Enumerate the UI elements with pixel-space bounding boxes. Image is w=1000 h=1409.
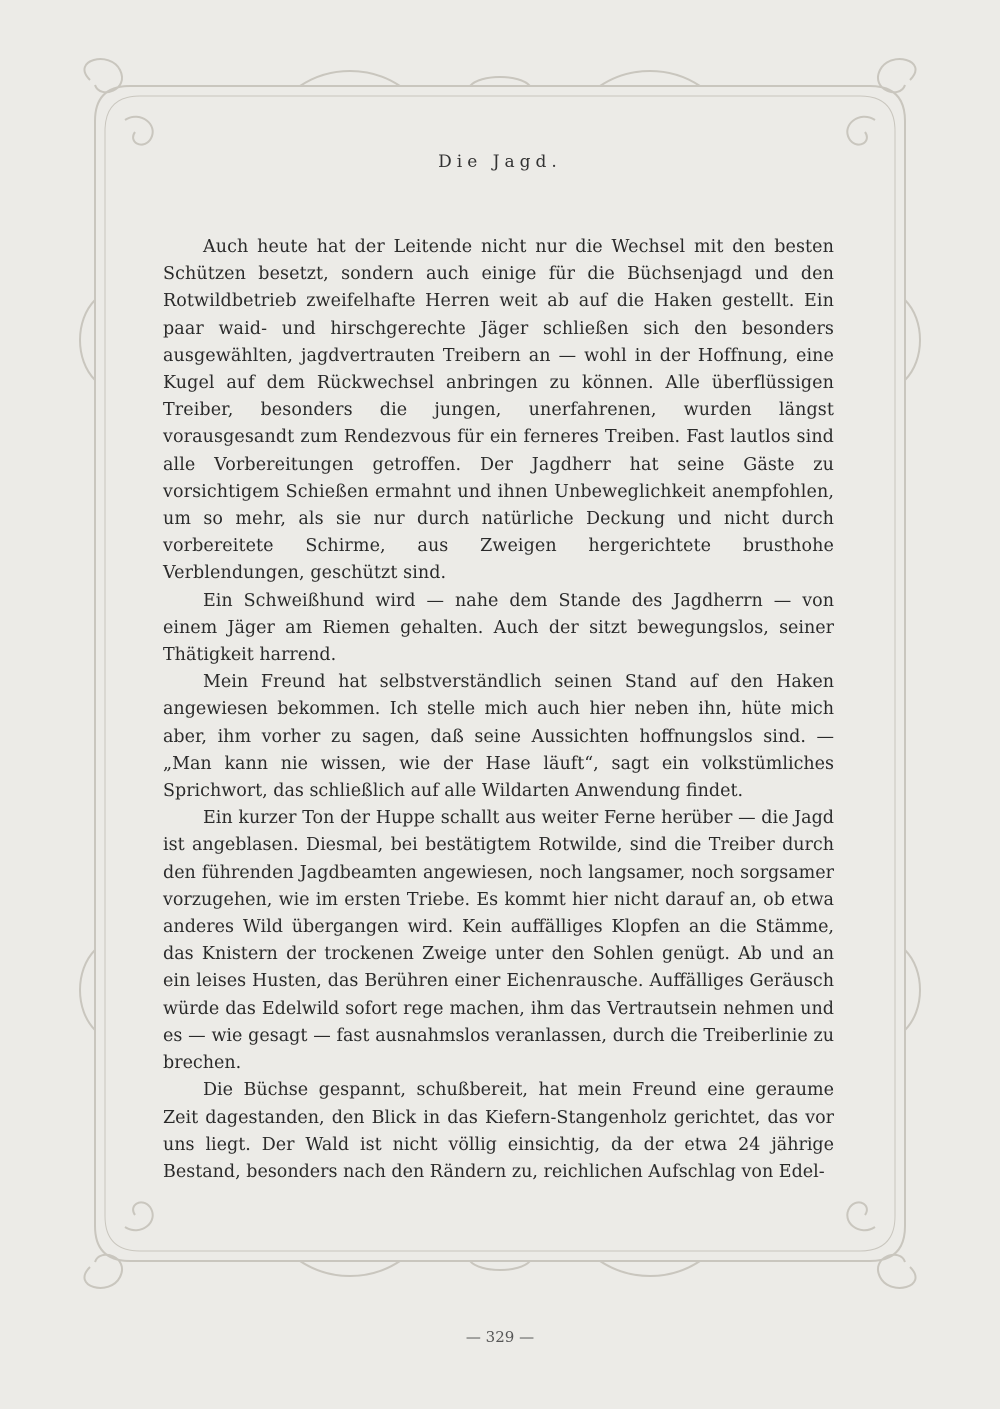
paragraph: Ein Schweißhund wird — nahe dem Stande des Jagdherrn — von einem Jäger am Riemen gehalten. Auch der sitzt bewegungslos, seiner Thätigkeit harrend.	[163, 590, 834, 666]
paragraph: Ein kurzer Ton der Huppe schallt aus weiter Ferne herüber — die Jagd ist angeblasen. Diesmal, bei bestätigtem Rotwilde, sind die Treiber durch den führenden Jagdbeamten angewiesen, noch langsamer, noch sorgsamer vorzugehen, wie im ersten Triebe. Es kommt hier nicht darauf an, ob etwa anderes Wild übergangen wird. Kein auffälliges Klopfen an die Stämme, das Knistern der trockenen Zweige unter den Sohlen genügt. Ab und an ein leises Husten, das Berühren einer Eichenrausche. Auffälliges Geräusch würde das Edelwild sofort rege machen, ihm das Vertrautsein nehmen und es — wie gesagt — fast ausnahmslos veranlassen, durch die Treiberlinie zu brechen.	[163, 808, 834, 1074]
body-text	[163, 234, 834, 1186]
paragraph: Die Büchse gespannt, schußbereit, hat mein Freund eine geraume Zeit dagestanden, den Blick in das Kiefern-Stangenholz gerichtet, das vor uns liegt. Der Wald ist nicht völlig einsichtig, da der etwa 24 jährige Bestand, besonders nach den Rändern zu, reichlichen Aufschlag von Edel-	[163, 1080, 834, 1182]
paragraph: Auch heute hat der Leitende nicht nur die Wechsel mit den besten Schützen besetzt, sondern auch einige für die Büchsenjagd und den Rotwildbetrieb zweifelhafte Herren weit ab auf die Haken gestellt. Ein paar waid- und hirschgerechte Jäger schließen sich den besonders ausgewählten, jagdvertrauten Treibern an — wohl in der Hoffnung, eine Kugel auf dem Rückwechsel anbringen zu können. Alle überflüssigen Treiber, besonders die jungen, unerfahrenen, wurden längst vorausgesandt zum Rendezvous für ein ferneres Treiben. Fast lautlos sind alle Vorbereitungen getroffen. Der Jagdherr hat seine Gäste zu vorsichtigem Schießen ermahnt und ihnen Unbeweglichkeit anempfohlen, um so mehr, als sie nur durch natürliche Deckung und nicht durch vorbereitete Schirme, aus Zweigen hergerichtete brusthohe Verblendungen, geschützt sind.	[163, 237, 834, 584]
running-head: Die Jagd.	[438, 152, 562, 172]
paragraph: Mein Freund hat selbstverständlich seinen Stand auf den Haken angewiesen bekommen. Ich stelle mich auch hier neben ihn, hüte mich aber, ihm vorher zu sagen, daß seine Aussichten hoffnungslos sind. — „Man kann nie wissen, wie der Hase läuft“, sagt ein volkstümliches Sprichwort, das schließlich auf alle Wildarten Anwendung findet.	[163, 672, 834, 802]
page-number: — 329 —	[465, 1328, 535, 1346]
